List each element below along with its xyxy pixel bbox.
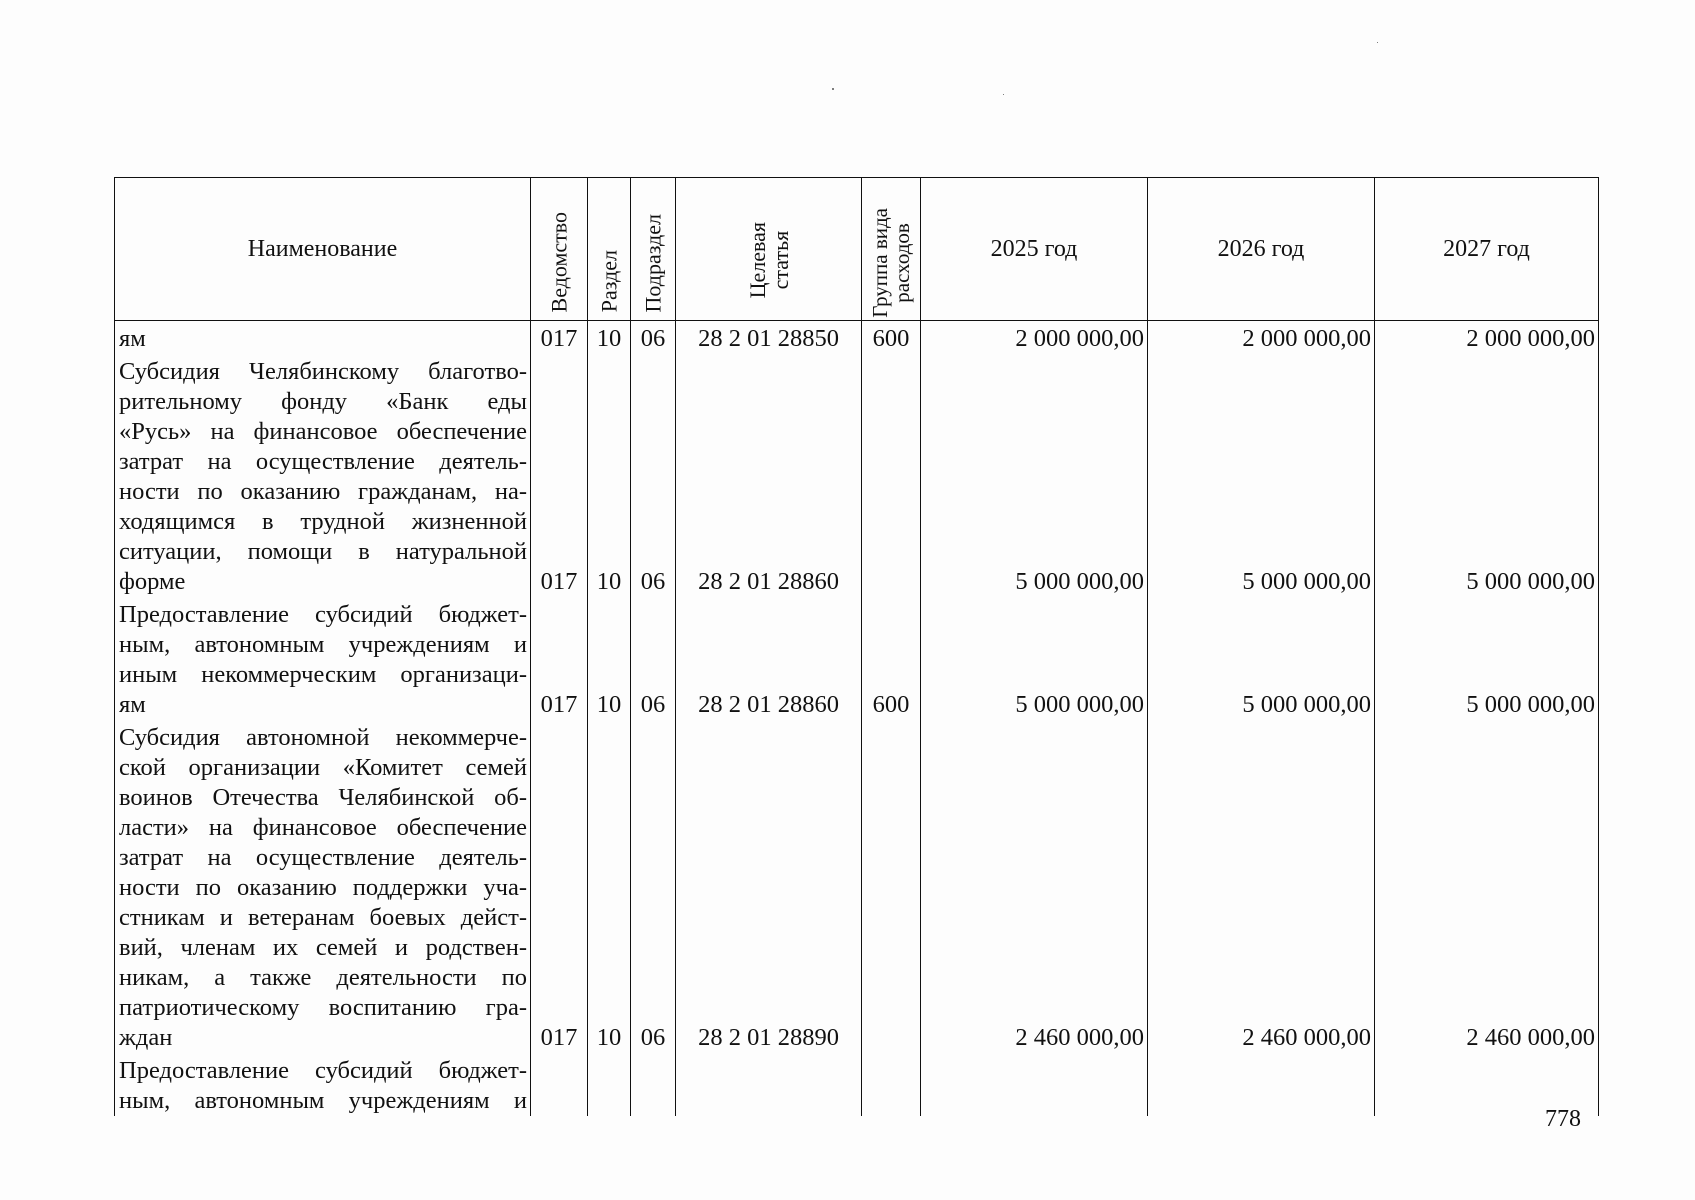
cell-target: 28 2 01 28860 [676, 354, 862, 597]
row-name-line: ности по оказанию гражданам, на- [119, 478, 527, 505]
cell-dept: 017 [531, 720, 588, 1053]
cell-y2026: 5 000 000,00 [1148, 354, 1375, 597]
header-row [115, 178, 1599, 321]
header-name: Наименование [115, 178, 531, 321]
row-name [115, 720, 531, 1053]
cell-subsection: 06 [631, 720, 676, 1053]
cell-y2026: 2 000 000,00 [1148, 321, 1375, 355]
cell-subsection: 06 [631, 321, 676, 355]
scan-speck [1377, 42, 1378, 43]
row-name-line: никам, а также деятельности по [119, 964, 527, 991]
cell-section: 10 [588, 321, 631, 355]
header-target-line2: статья [767, 230, 793, 290]
cell-subsection: 06 [631, 354, 676, 597]
empty-cell [588, 1053, 631, 1116]
cell-group: 600 [862, 597, 921, 720]
cell-y2025: 5 000 000,00 [921, 597, 1148, 720]
page-number: 778 [1545, 1106, 1581, 1132]
row-name-line: ным, автономным учреждениям и [119, 1087, 527, 1114]
row-name-line: ской организации «Комитет семей [119, 754, 527, 781]
row-name-line: ным, автономным учреждениям и [119, 631, 527, 658]
cell-y2025: 5 000 000,00 [921, 354, 1148, 597]
cell-section: 10 [588, 597, 631, 720]
row-name-line: Предоставление субсидий бюджет- [119, 1057, 527, 1084]
table-row [115, 597, 1599, 720]
row-name-line: ходящимся в трудной жизненной [119, 508, 527, 535]
table-body [115, 321, 1599, 1117]
header-exp-group-line1: Группа вида [868, 208, 892, 318]
header-2026: 2026 год [1148, 178, 1375, 321]
row-name [115, 597, 531, 720]
scan-speck [832, 88, 834, 90]
cell-y2026: 5 000 000,00 [1148, 597, 1375, 720]
scan-speck [1003, 94, 1004, 95]
cell-y2025: 2 000 000,00 [921, 321, 1148, 355]
header-2025: 2025 год [921, 178, 1148, 321]
cell-target: 28 2 01 28890 [676, 720, 862, 1053]
row-name-line: «Русь» на финансовое обеспечение [119, 418, 527, 445]
cell-dept: 017 [531, 597, 588, 720]
row-name-line: Предоставление субсидий бюджет- [119, 601, 527, 628]
empty-cell [862, 1053, 921, 1116]
cell-y2026: 2 460 000,00 [1148, 720, 1375, 1053]
empty-cell [676, 1053, 862, 1116]
empty-cell [921, 1053, 1148, 1116]
header-exp-group [862, 178, 921, 321]
row-name-line: иным некоммерческим организаци- [119, 661, 527, 688]
empty-cell [631, 1053, 676, 1116]
budget-table [114, 177, 1599, 1116]
cell-target: 28 2 01 28860 [676, 597, 862, 720]
cell-group [862, 720, 921, 1053]
table-row-continuation [115, 1053, 1599, 1116]
cell-y2027: 2 460 000,00 [1375, 720, 1599, 1053]
row-name-line: затрат на осуществление деятель- [119, 844, 527, 871]
header-exp-group-line2: расходов [890, 223, 914, 303]
header-subsection: Подраздел [631, 178, 676, 321]
empty-cell [531, 1053, 588, 1116]
header-dept: Ведомство [531, 178, 588, 321]
row-name-line: ям [119, 325, 146, 352]
cell-dept: 017 [531, 354, 588, 597]
cell-target: 28 2 01 28850 [676, 321, 862, 355]
cell-section: 10 [588, 354, 631, 597]
cell-y2025: 2 460 000,00 [921, 720, 1148, 1053]
row-name-line: ждан [119, 1024, 173, 1051]
row-name [115, 354, 531, 597]
row-name-line: рительному фонду «Банк еды [119, 388, 527, 415]
cell-subsection: 06 [631, 597, 676, 720]
row-name-line: патриотическому воспитанию гра- [119, 994, 527, 1021]
cell-dept: 017 [531, 321, 588, 355]
header-target [676, 178, 862, 321]
row-name-line: ям [119, 691, 146, 718]
cell-section: 10 [588, 720, 631, 1053]
cell-group [862, 354, 921, 597]
row-name [115, 321, 531, 355]
empty-cell [1148, 1053, 1375, 1116]
row-name-line: ности по оказанию поддержки уча- [119, 874, 527, 901]
row-name-line: стникам и ветеранам боевых дейст- [119, 904, 527, 931]
row-name-line: ласти» на финансовое обеспечение [119, 814, 527, 841]
row-name-line: Субсидия автономной некоммерче- [119, 724, 527, 751]
row-name-line: затрат на осуществление деятель- [119, 448, 527, 475]
header-section: Раздел [588, 178, 631, 321]
header-2027: 2027 год [1375, 178, 1599, 321]
table-row [115, 321, 1599, 355]
row-name-line: Субсидия Челябинскому благотво- [119, 358, 527, 385]
table-row [115, 720, 1599, 1053]
cell-group: 600 [862, 321, 921, 355]
cell-y2027: 5 000 000,00 [1375, 597, 1599, 720]
row-name-line: форме [119, 568, 186, 595]
row-name [115, 1053, 531, 1116]
row-name-line: вий, членам их семей и родствен- [119, 934, 527, 961]
row-name-line: воинов Отечества Челябинской об- [119, 784, 527, 811]
cell-y2027: 5 000 000,00 [1375, 354, 1599, 597]
row-name-line: ситуации, помощи в натуральной [119, 538, 527, 565]
table-row [115, 354, 1599, 597]
cell-y2027: 2 000 000,00 [1375, 321, 1599, 355]
header-target-line1: Целевая [744, 221, 770, 298]
